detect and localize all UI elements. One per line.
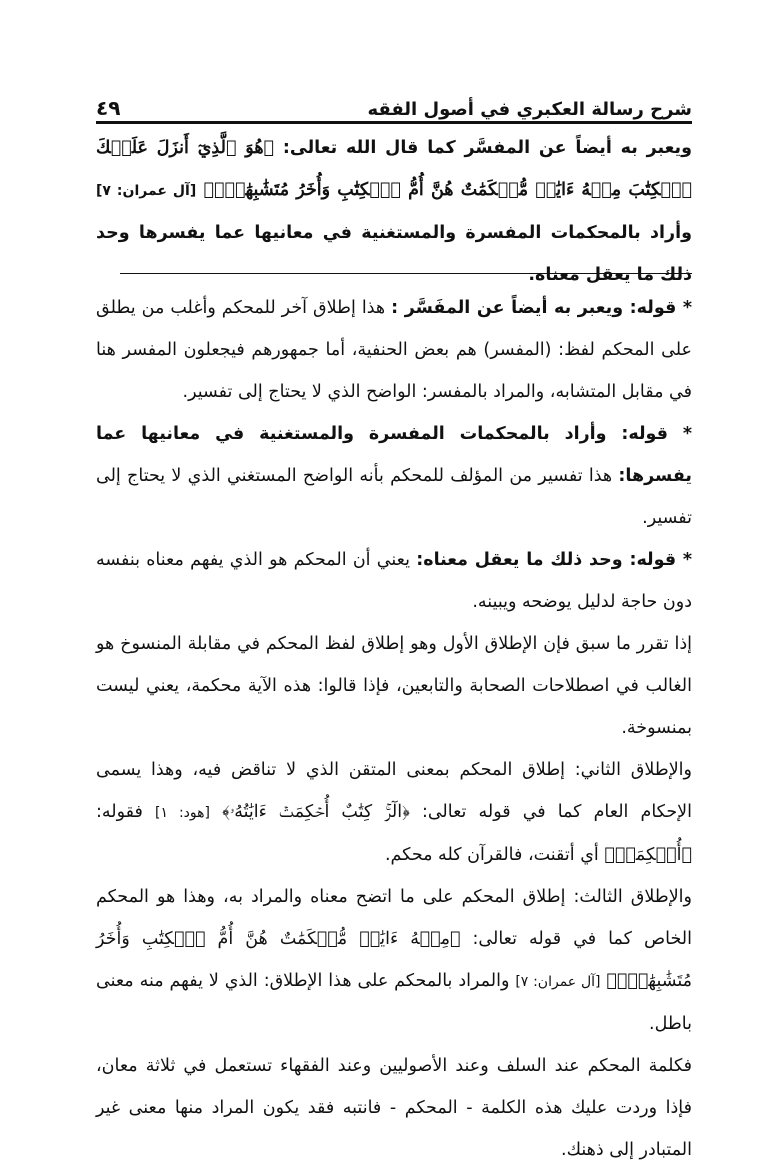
verse-reference: [آل عمران: ٧] xyxy=(515,974,601,990)
separator-rule xyxy=(120,273,692,274)
verse-reference: [هود: ١] xyxy=(154,805,210,821)
commentary-text: يعني أن المحكم هو الذي يفهم معناه بنفسه دون حاجة لدليل يوضحه ويبينه. xyxy=(96,550,692,612)
commentary-text: هذا تفسير من المؤلف للمحكم بأنه الواضح المستغني الذي لا يحتاج إلى تفسير. xyxy=(96,466,692,528)
commentary-paragraph xyxy=(96,876,692,1045)
main-paragraph xyxy=(96,127,692,296)
commentary-paragraph xyxy=(96,539,692,623)
quran-verse: ﴿أُحۡكِمَتۡ﴾ xyxy=(604,845,692,865)
header-rule xyxy=(96,121,692,124)
commentary-paragraph xyxy=(96,749,692,876)
commentary-paragraph xyxy=(96,623,692,749)
main-text xyxy=(96,127,692,296)
commentary-text: إذا تقرر ما سبق فإن الإطلاق الأول وهو إطلاق لفظ المحكم في مقابلة المنسوخ هو الغالب في اصطلاحات الصحابة والتابعين، فإذا قالوا: هذه الآية محكمة، يعني ليست بمنسوخة. xyxy=(96,634,692,738)
commentary-paragraph xyxy=(96,287,692,413)
verse-reference: [آل عمران: ٧] xyxy=(96,183,197,199)
running-header xyxy=(96,80,692,120)
commentary-text: هذا إطلاق آخر للمحكم وأغلب من يطلق على المحكم لفظ: (المفسر) هم بعض الحنفية، أما جمهورهم فيجعلون المفسر هنا في مقابل المتشابه، والمراد بالمفسر: الواضح الذي لا يحتاج إلى تفسير. xyxy=(96,298,692,402)
commentary-paragraph xyxy=(96,1045,692,1171)
main-rest: وأراد بالمحكمات المفسرة والمستغنية في معانيها عما يفسرها وحد ذلك ما يعقل معناه. xyxy=(96,223,692,285)
quran-verse: ﴿الٓرۚ كِتَٰبٌ أُحۡكِمَتۡ ءَايَٰتُهُۥ﴾ xyxy=(222,802,410,822)
commentary-text: فكلمة المحكم عند السلف وعند الأصوليين وعند الفقهاء تستعمل في ثلاثة معان، فإذا وردت عليك هذه الكلمة - المحكم - فانتبه فقد يكون المراد منها معنى غير المتبادر إلى ذهنك. xyxy=(96,1056,692,1160)
commentary-lead: * قوله: وحد ذلك ما يعقل معناه: xyxy=(416,550,692,570)
quran-verse: ﴿مِنۡهُ ءَايَٰتٞ مُّحۡكَمَٰتٌ هُنَّ أُمُّ ٱلۡكِتَٰبِ وَأُخَرُ مُتَشَٰبِهَٰتٞۖ﴾ xyxy=(96,929,692,991)
commentary-text: والإطلاق الثالث: إطلاق المحكم على ما اتضح معناه والمراد به، وهذا هو المحكم الخاص كما في قوله تعالى: xyxy=(96,887,692,949)
commentary xyxy=(96,287,692,1171)
commentary-lead: * قوله: وأراد بالمحكمات المفسرة والمستغنية في معانيها عما يفسرها: xyxy=(96,424,692,486)
quran-verse: ﴿هُوَ ٱلَّذِيٓ أَنزَلَ عَلَيۡكَ ٱلۡكِتَٰبَ مِنۡهُ ءَايَٰتٞ مُّحۡكَمَٰتٌ هُنَّ أُمُّ ٱلۡكِتَٰبِ وَأُخَرُ مُتَشَٰبِهَٰتٞۖ﴾ xyxy=(96,138,693,200)
page-number: ٤٩ xyxy=(96,96,121,120)
commentary-text: فقوله: xyxy=(96,802,143,822)
commentary-paragraph xyxy=(96,413,692,539)
commentary-text: أي أتقنت، فالقرآن كله محكم. xyxy=(384,845,599,865)
main-intro: ويعبر به أيضاً عن المفسَّر كما قال الله تعالى: xyxy=(282,138,693,158)
book-title: شرح رسالة العكبري في أصول الفقه xyxy=(367,99,692,120)
commentary-lead: * قوله: ويعبر به أيضاً عن المفَسَّر : xyxy=(391,298,692,318)
commentary-text: والمراد بالمحكم على هذا الإطلاق: الذي لا يفهم منه معنى باطل. xyxy=(96,971,692,1034)
commentary-text: والإطلاق الثاني: إطلاق المحكم بمعنى المتقن الذي لا تناقض فيه، وهذا يسمى الإحكام العام كما في قوله تعالى: xyxy=(96,760,692,822)
